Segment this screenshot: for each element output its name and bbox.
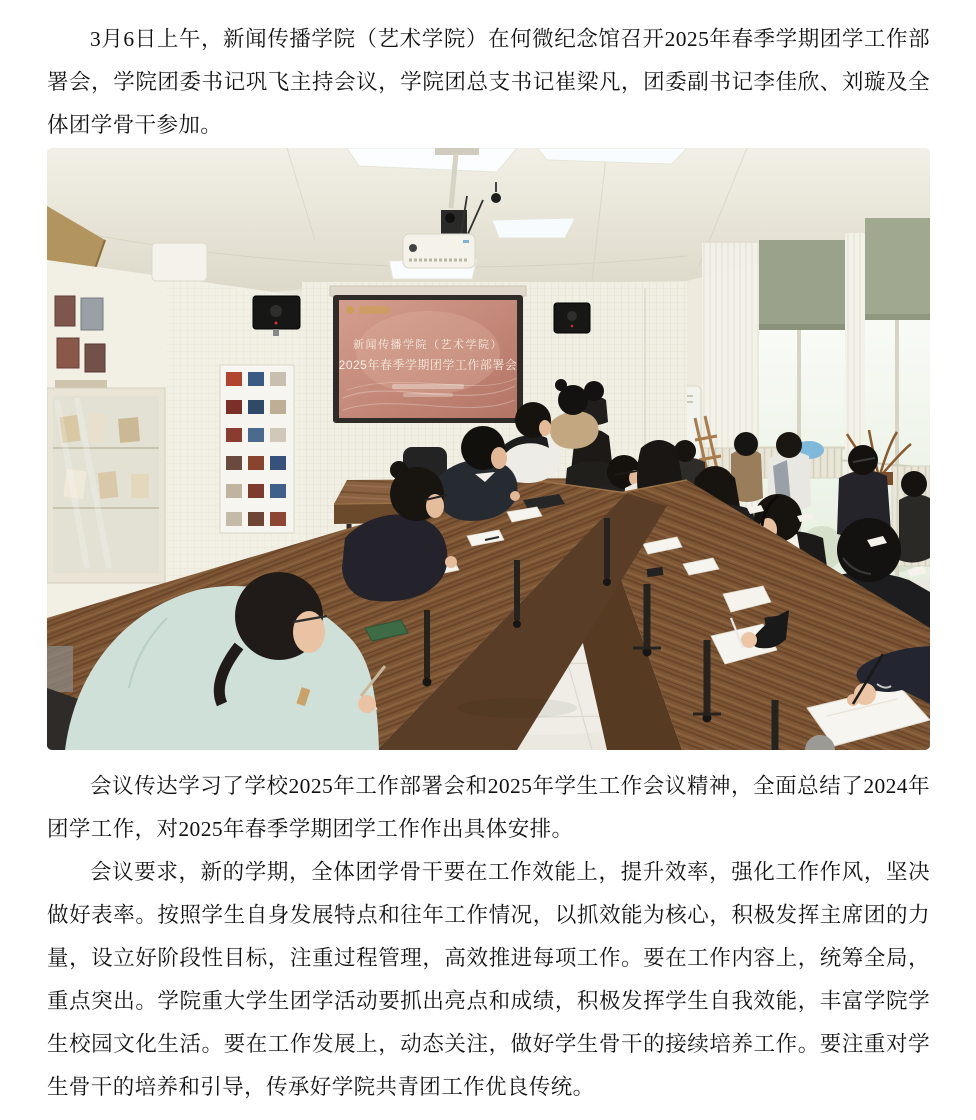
photo-collage-banner <box>220 365 294 533</box>
paragraph-3: 会议要求，新的学期，全体团学骨干要在工作效能上，提升效率，强化工作作风，坚决做好表率。按照学生自身发展特点和往年工作情况，以抓效能为核心，积极发挥主席团的力量，设立好阶段性目标，注重过程管理，高效推进每项工作。要在工作内容上，统筹全局，重点突出。学院重大学生团学活动要抓出亮点和成绩，积极发挥学生自我效能，丰富学院学生校园文化生活。要在工作发展上，动态关注，做好学生骨干的接续培养工作。要注重对学生骨干的培养和引导，传承好学院共青团工作优良传统。 <box>47 860 930 1099</box>
floor-shadow <box>457 698 577 718</box>
roller-blind <box>759 240 845 328</box>
paragraph-2: 会议传达学习了学校2025年工作部署会和2025年学生工作会议精神，全面总结了2024年团学工作，对2025年春季学期团学工作作出具体安排。 <box>47 774 930 841</box>
slide-logo-marks <box>346 306 389 314</box>
paragraph-1: 3月6日上午，新闻传播学院（艺术学院）在何微纪念馆召开2025年春季学期团学工作部署会，学院团委书记巩飞主持会议，学院团总支书记崔梁凡，团委副书记李佳欣、刘璇及全体团学骨干参加。 <box>47 27 930 137</box>
wall-vent <box>152 243 207 281</box>
screen-title-line2: 2025年春季学期团学工作部署会 <box>338 358 518 372</box>
roller-blind-2 <box>865 218 930 318</box>
meeting-room-scene <box>47 148 930 750</box>
projection-screen <box>330 286 526 423</box>
meeting-photo[interactable] <box>47 148 930 750</box>
screen-title-line1: 新闻传播学院（艺术学院） <box>353 339 503 351</box>
attendee <box>899 471 930 563</box>
display-cabinet <box>47 388 165 583</box>
right-speaker <box>554 303 590 333</box>
